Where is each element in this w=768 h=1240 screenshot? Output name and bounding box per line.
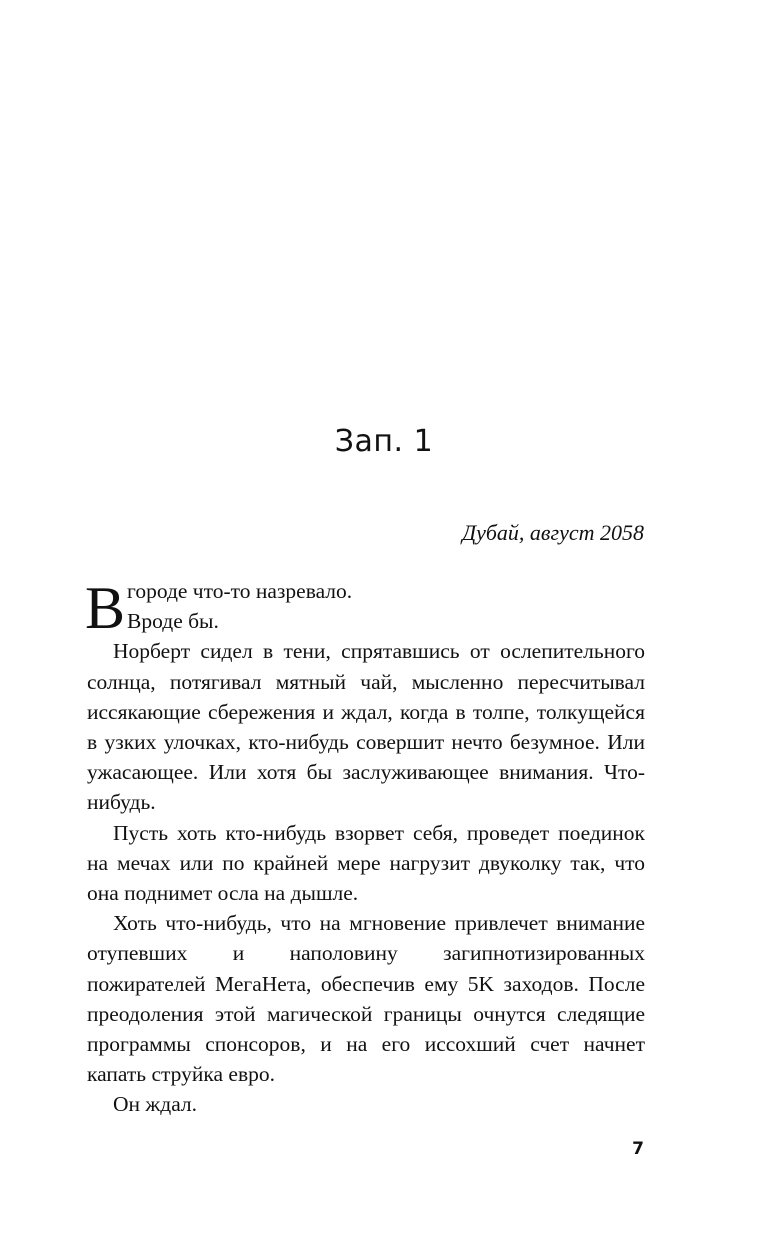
opening-paragraph (85, 575, 645, 641)
opening-second-line: Вроде бы. (127, 609, 219, 634)
paragraph: Норберт сидел в тени, спрятавшись от ослепительного солнца, потягивал мятный чай, мысленно пересчитывал иссякающие сбережения и ждал, когда в толпе, толкущейся в узких улочках, кто-нибудь совершит нечто безумное. Или ужасающее. Или хотя бы заслуживающее внимания. Что-нибудь. (87, 639, 645, 815)
page-number: 7 (632, 1139, 644, 1159)
paragraph: Пусть хоть кто-нибудь взорвет себя, проведет поединок на мечах или по крайней мере нагрузит двуколку так, что она поднимет осла на дышле. (87, 820, 645, 906)
body-text (87, 576, 645, 1120)
paragraph: Он ждал. (113, 1092, 198, 1117)
opening-line: городе что-то назревало. (127, 579, 353, 603)
chapter-title: Зап. 1 (334, 424, 434, 459)
paragraph: Хоть что-нибудь, что на мгновение привлечет внимание отупевших и наполовину загипнотизированных пожирателей МегаНета, обеспечив ему 5K заходов. После преодоления этой магической границы очнутся следящие программы спонсоров, и на его иссохший счет начнет капать струйка евро. (87, 911, 645, 1087)
epigraph: Дубай, август 2058 (462, 520, 644, 545)
drop-cap: В (85, 575, 126, 641)
